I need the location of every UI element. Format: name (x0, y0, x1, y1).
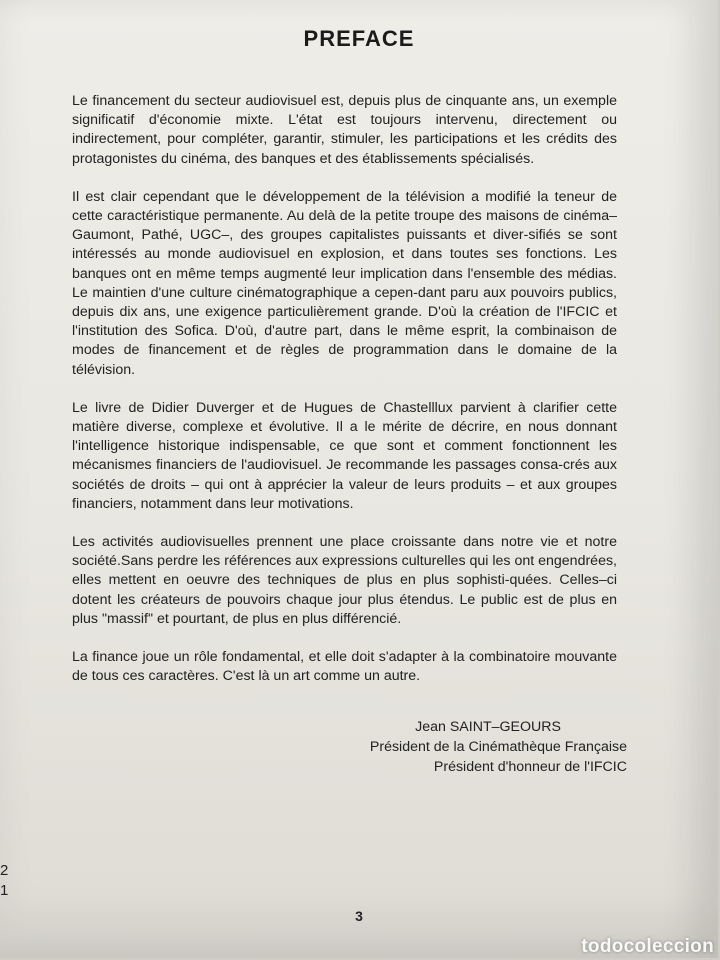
preface-body (72, 92, 617, 705)
page-title: PREFACE (303, 26, 415, 51)
paragraph: La finance joue un rôle fondamental, et elle doit s'adapter à la combinatoire mouvante de tous ces caractères. C'est là un art comme un autre. (72, 649, 617, 685)
paragraph: Les activités audiovisuelles prennent une place croissante dans notre vie et notre société.Sans perdre les références aux expressions culturelles qui les ont engendrées, elles mettent en oeuvre des techniques de plus en plus sophisti-quées. Celles–ci dotent les créateurs de pouvoirs chaque jour plus étendus. Le public est de plus en plus "massif" et pourtant, de plus en plus différencié. (72, 534, 617, 627)
signature-title-2: Président d'honneur de l'IFCIC (433, 759, 627, 775)
page-number: 3 (355, 908, 363, 924)
paragraph: Le financement du secteur audiovisuel est, depuis plus de cinquante ans, un exemple significatif d'économie mixte. L'état est toujours intervenu, directement ou indirectement, pour compléter, garantir, stimuler, les participations et les crédits des protagonistes du cinéma, des banques et des établissements spécialisés. (72, 93, 617, 167)
edge-mark: 1 (0, 882, 9, 899)
edge-mark: 2 (0, 862, 9, 879)
paragraph: Le livre de Didier Duverger et de Hugues de Chastelllux parvient à clarifier cette matière diverse, complexe et évolutive. Il a le mérite de décrire, en nous donnant l'intelligence historique indispensable, ce que sont et comment fonctionnent les mécanismes financiers de l'audiovisuel. Je recommande les passages consa-crés aux sociétés de droits – qui ont à apprécier la valeur de leurs produits – et aux groupes financiers, notamment dans leur motivations. (72, 399, 617, 512)
watermark-logo: todocoleccion (581, 936, 714, 957)
signature-name: Jean SAINT–GEOURS (415, 719, 561, 735)
signature-block (300, 717, 627, 777)
signature-title-1: Président de la Cinémathèque Française (369, 739, 627, 755)
paragraph: Il est clair cependant que le développement de la télévision a modifié la teneur de cette caractéristique permanente. Au delà de la petite troupe des maisons de cinéma– Gaumont, Pathé, UGC–, des groupes capitalistes puissants et diver-sifiés se sont intéressés au monde audiovisuel en explosion, et dans toutes ses fonctions. Les banques ont en même temps augmenté leur implication dans l'ensemble des médias. Le maintien d'une culture cinématographique a cepen-dant paru aux pouvoirs publics, depuis dix ans, une exigence particulièrement grande. D'où la création de l'IFCIC et l'institution des Sofica. D'où, d'autre part, dans le même esprit, la combinaison de modes de financement et de règles de programmation dans le domaine de la télévision. (72, 188, 617, 378)
